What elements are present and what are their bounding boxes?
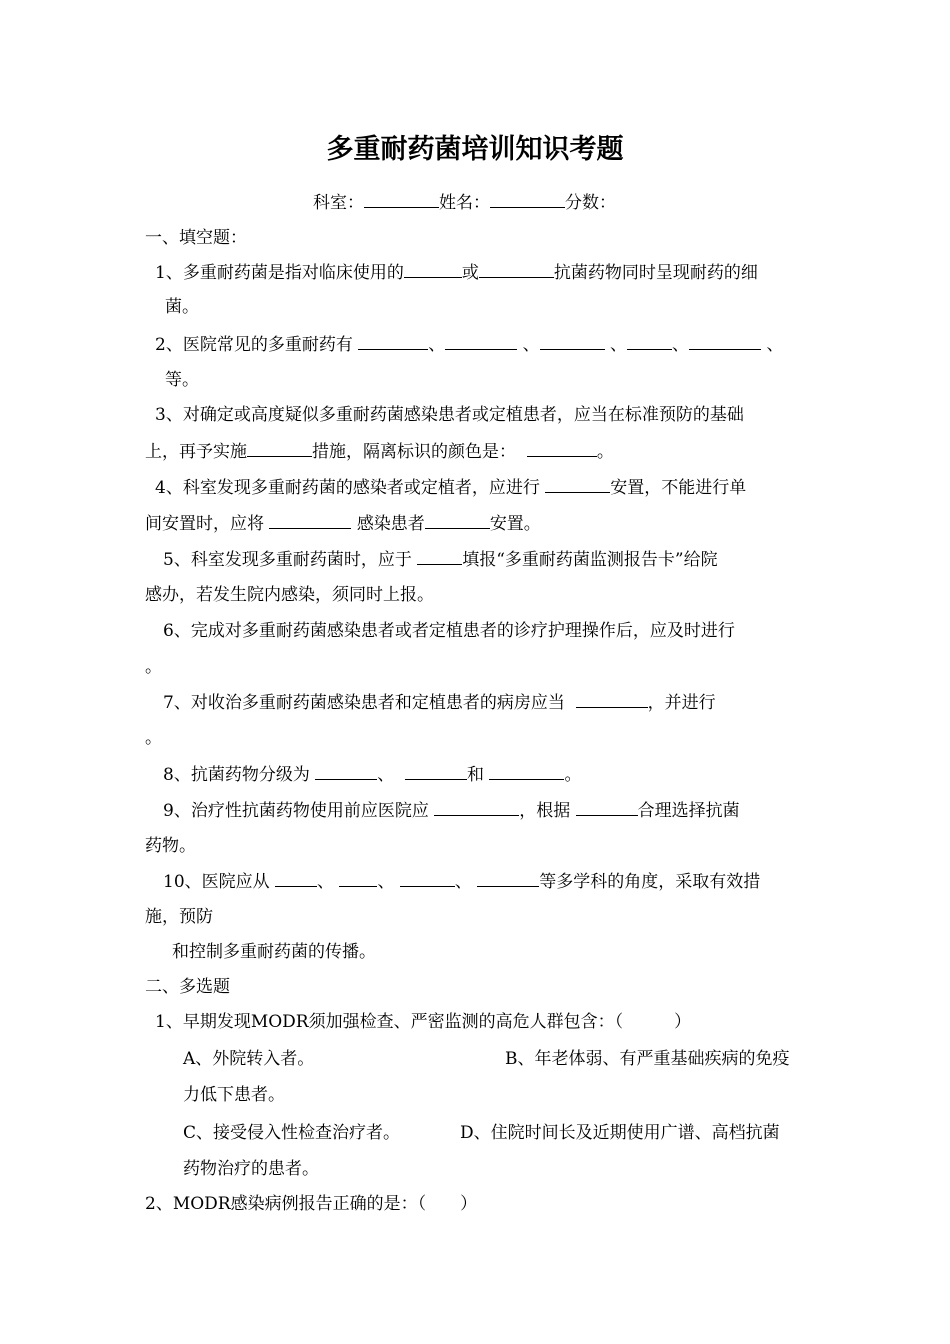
section1-heading: 一、填空题：: [145, 228, 247, 248]
mc2-stem: 2、MODR感染病例报告正确的是：（ ）: [145, 1194, 478, 1214]
q8-blank1[interactable]: [315, 762, 377, 780]
mc1-stem: 1、早期发现MODR须加强检查、严密监测的高危人群包含：（ ）: [155, 1012, 692, 1032]
q9-blank1[interactable]: [434, 798, 519, 816]
q8-blank3[interactable]: [489, 762, 564, 780]
q10-blank4[interactable]: [477, 869, 539, 887]
q3-line1: 3、对确定或高度疑似多重耐药菌感染患者或定植患者，应当在标准预防的基础: [155, 405, 744, 425]
dept-label: 科室：: [313, 193, 364, 213]
q4-line1: 4、科室发现多重耐药菌的感染者或定植者，应进行 安置，不能进行单: [155, 475, 746, 500]
mc1-option-c[interactable]: C、接受侵入性检查治疗者。: [183, 1123, 401, 1143]
q10-line2: 施，预防: [145, 907, 213, 927]
q6-line1: 6、完成对多重耐药菌感染患者或者定植患者的诊疗护理操作后，应及时进行: [163, 621, 735, 641]
q4-line2: 间安置时，应将 感染患者 安置。: [145, 511, 541, 536]
q5-line1: 5、科室发现多重耐药菌时，应于 填报“多重耐药菌监测报告卡”给院: [163, 547, 718, 572]
q10-line1: 10、医院应从 、 、 、 等多学科的角度，采取有效措: [163, 869, 760, 894]
q2-blank4[interactable]: [627, 332, 672, 350]
q10-blank2[interactable]: [339, 869, 377, 887]
q2-blank1[interactable]: [358, 332, 428, 350]
q10-blank3[interactable]: [400, 869, 455, 887]
section2-heading: 二、多选题: [145, 977, 230, 997]
q10-blank1[interactable]: [275, 869, 317, 887]
mc1-option-b-cont: 力低下患者。: [183, 1085, 285, 1105]
header-fields: [313, 190, 616, 215]
name-blank[interactable]: [490, 190, 565, 208]
q8-line: 8、抗菌药物分级为 、 和 。: [163, 762, 581, 787]
q3-blank1[interactable]: [247, 439, 312, 457]
q9-line2: 药物。: [145, 836, 196, 856]
mc1-option-a[interactable]: A、外院转入者。: [183, 1049, 315, 1069]
mc1-option-d-cont: 药物治疗的患者。: [183, 1159, 319, 1179]
q2-line1: 2、医院常见的多重耐药有 、 、 、 、 、: [155, 332, 783, 357]
q4-blank2[interactable]: [269, 511, 351, 529]
q2-line2: 等。: [165, 370, 199, 390]
q9-line1: 9、治疗性抗菌药物使用前应医院应 ，根据 合理选择抗菌: [163, 798, 740, 823]
mc1-option-d[interactable]: D、住院时间长及近期使用广谱、高档抗菌: [460, 1123, 780, 1143]
q9-blank2[interactable]: [576, 798, 638, 816]
q2-blank2[interactable]: [445, 332, 517, 350]
q10-line3: 和控制多重耐药菌的传播。: [172, 942, 376, 962]
q1-blank2[interactable]: [479, 260, 554, 278]
q8-blank2[interactable]: [405, 762, 467, 780]
q3-blank2[interactable]: [527, 439, 597, 457]
q4-blank3[interactable]: [425, 511, 490, 529]
score-label: 分数：: [565, 193, 616, 213]
q2-blank3[interactable]: [540, 332, 605, 350]
q4-blank1[interactable]: [545, 475, 610, 493]
q1-line1: 1、多重耐药菌是指对临床使用的 或 抗菌药物同时呈现耐药的细: [155, 260, 758, 285]
dept-blank[interactable]: [364, 190, 439, 208]
q7-line1: 7、对收治多重耐药菌感染患者和定植患者的病房应当 ，并进行: [163, 690, 716, 715]
q6-line2: 。: [145, 657, 162, 677]
name-label: 姓名：: [439, 193, 490, 213]
q5-line2: 感办，若发生院内感染，须同时上报。: [145, 585, 434, 605]
mc1-option-b[interactable]: B、年老体弱、有严重基础疾病的免疫: [505, 1049, 790, 1069]
q7-line2: 。: [145, 728, 162, 748]
q5-blank1[interactable]: [417, 547, 462, 565]
q2-blank5[interactable]: [689, 332, 761, 350]
page-title: 多重耐药菌培训知识考题: [326, 134, 624, 165]
q1-line2: 菌。: [165, 297, 199, 317]
q7-blank1[interactable]: [576, 690, 648, 708]
q1-blank1[interactable]: [404, 260, 462, 278]
q3-line2: 上，再予实施 措施，隔离标识的颜色是： 。: [145, 439, 614, 464]
